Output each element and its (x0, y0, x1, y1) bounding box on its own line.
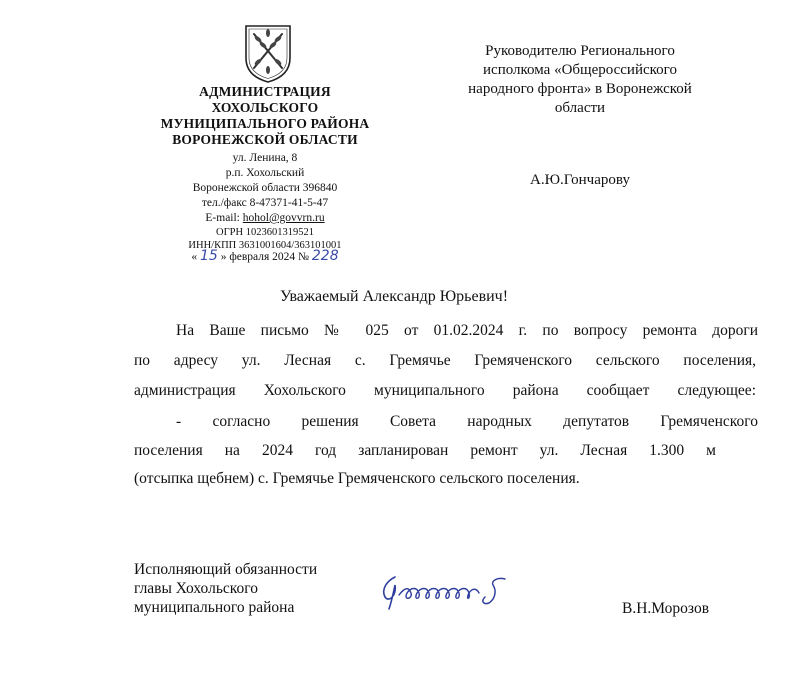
org-name-line: МУНИЦИПАЛЬНОГО РАЙОНА (160, 116, 370, 131)
email-label: E-mail: (205, 212, 240, 224)
recipient-line: Руководителю Регионального (485, 43, 675, 59)
body-line-5: поселения на 2024 год запланирован ремонт ул. Лесная 1.300 м (134, 442, 716, 459)
greeting: Уважаемый Александр Юрьевич! (279, 288, 509, 305)
body-line-2: по адресу ул. Лесная с. Гремячье Гремяченского сельского поселения, (134, 352, 756, 369)
date-month-year: » февраля 2024 № (220, 251, 310, 263)
document-number-handwritten: 228 (311, 248, 339, 264)
recipient-title (430, 42, 730, 118)
signatory-position (134, 560, 374, 617)
org-name-line: ХОХОЛЬСКОГО (211, 100, 319, 115)
org-settlement: р.п. Хохольский (225, 167, 305, 179)
signer-name: В.Н.Морозов (622, 600, 710, 617)
handwritten-signature (373, 567, 523, 613)
signatory-position-line: Исполняющий обязанности (134, 561, 318, 578)
org-phone: тел./факс 8-47371-41-5-47 (201, 197, 329, 209)
coat-of-arms-icon (243, 24, 293, 84)
org-inn-kpp: ИНН/КПП 3631001604/363101001 (188, 240, 342, 251)
org-name (110, 84, 420, 148)
signatory-position-line: муниципального района (134, 599, 295, 616)
org-email-line (130, 211, 400, 226)
org-ogrn: ОГРН 1023601319521 (216, 227, 314, 238)
date-open-quote: « (191, 251, 198, 263)
body-line-3: администрация Хохольского муниципального района сообщает следующее: (134, 382, 756, 399)
date-day-handwritten: 15 (199, 248, 218, 264)
org-details (130, 151, 400, 252)
signatory-position-line: главы Хохольского (134, 580, 258, 597)
body-line-6: (отсыпка щебнем) с. Гремячье Гремяченского сельского поселения. (134, 470, 580, 487)
org-name-line: ВОРОНЕЖСКОЙ ОБЛАСТИ (172, 132, 358, 147)
org-street: ул. Ленина, 8 (232, 152, 298, 164)
date-number-line (150, 248, 380, 264)
org-name-line: АДМИНИСТРАЦИЯ (199, 84, 331, 99)
recipient-line: области (554, 100, 606, 116)
recipient-line: народного фронта» в Воронежской (468, 81, 692, 97)
org-region-zip: Воронежской области 396840 (192, 182, 338, 194)
recipient-name: А.Ю.Гончарову (530, 172, 630, 188)
recipient-line: исполкома «Общероссийского (483, 62, 677, 78)
email-link[interactable]: hohol@govvrn.ru (242, 212, 325, 224)
body-line-1: На Ваше письмо № 025 от 01.02.2024 г. по вопросу ремонта дороги (176, 322, 758, 339)
body-line-4: - согласно решения Совета народных депутатов Гремяченского (176, 413, 758, 430)
